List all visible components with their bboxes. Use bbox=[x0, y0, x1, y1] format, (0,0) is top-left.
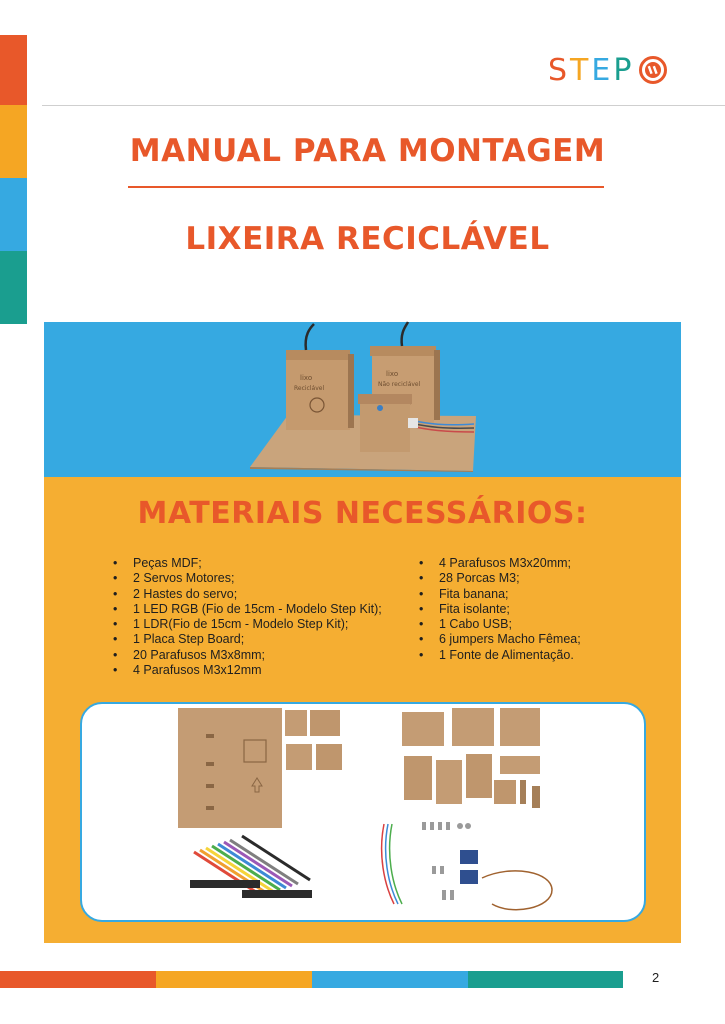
list-item: • Fita banana; bbox=[417, 587, 581, 602]
list-item: • 4 Parafusos M3x12mm bbox=[111, 663, 382, 678]
list-item: • 1 LDR(Fio de 15cm - Modelo Step Kit); bbox=[111, 617, 382, 632]
materials-heading: MATERIAIS NECESSÁRIOS: bbox=[137, 496, 588, 531]
list-item: • 28 Porcas M3; bbox=[417, 571, 581, 586]
list-item: • 1 Cabo USB; bbox=[417, 617, 581, 632]
list-item: • 1 Placa Step Board; bbox=[111, 632, 382, 647]
svg-text:lixo: lixo bbox=[300, 374, 313, 382]
logo-wordmark: STEP bbox=[548, 52, 635, 88]
list-item: • 2 Hastes do servo; bbox=[111, 587, 382, 602]
list-item: • 2 Servos Motores; bbox=[111, 571, 382, 586]
list-item: • 1 Fonte de Alimentação. bbox=[417, 648, 581, 663]
assembled-bin-photo bbox=[244, 320, 476, 472]
page-title: MANUAL PARA MONTAGEM bbox=[129, 133, 606, 169]
list-item: • Fita isolante; bbox=[417, 602, 581, 617]
list-item: • 20 Parafusos M3x8mm; bbox=[111, 648, 382, 663]
materials-list-right bbox=[417, 556, 581, 663]
page-number: 2 bbox=[652, 970, 660, 985]
side-color-stripe bbox=[0, 35, 27, 324]
svg-text:Reciclável: Reciclável bbox=[294, 385, 325, 392]
list-item: • Peças MDF; bbox=[111, 556, 382, 571]
parts-photo-panel bbox=[80, 702, 646, 922]
list-item: • 6 jumpers Macho Fêmea; bbox=[417, 632, 581, 647]
parts-photo bbox=[82, 704, 644, 920]
materials-list-left bbox=[111, 556, 382, 678]
logo-badge-icon bbox=[638, 55, 668, 85]
footer-color-bar bbox=[0, 971, 623, 988]
list-item: • 4 Parafusos M3x20mm; bbox=[417, 556, 581, 571]
step-logo bbox=[548, 52, 668, 88]
title-divider bbox=[128, 186, 604, 188]
list-item: • 1 LED RGB (Fio de 15cm - Modelo Step Kit); bbox=[111, 602, 382, 617]
svg-text:lixo: lixo bbox=[386, 370, 399, 378]
svg-text:Não reciclável: Não reciclável bbox=[378, 381, 421, 388]
page-subtitle: LIXEIRA RECICLÁVEL bbox=[185, 221, 550, 257]
header-divider bbox=[42, 105, 725, 106]
